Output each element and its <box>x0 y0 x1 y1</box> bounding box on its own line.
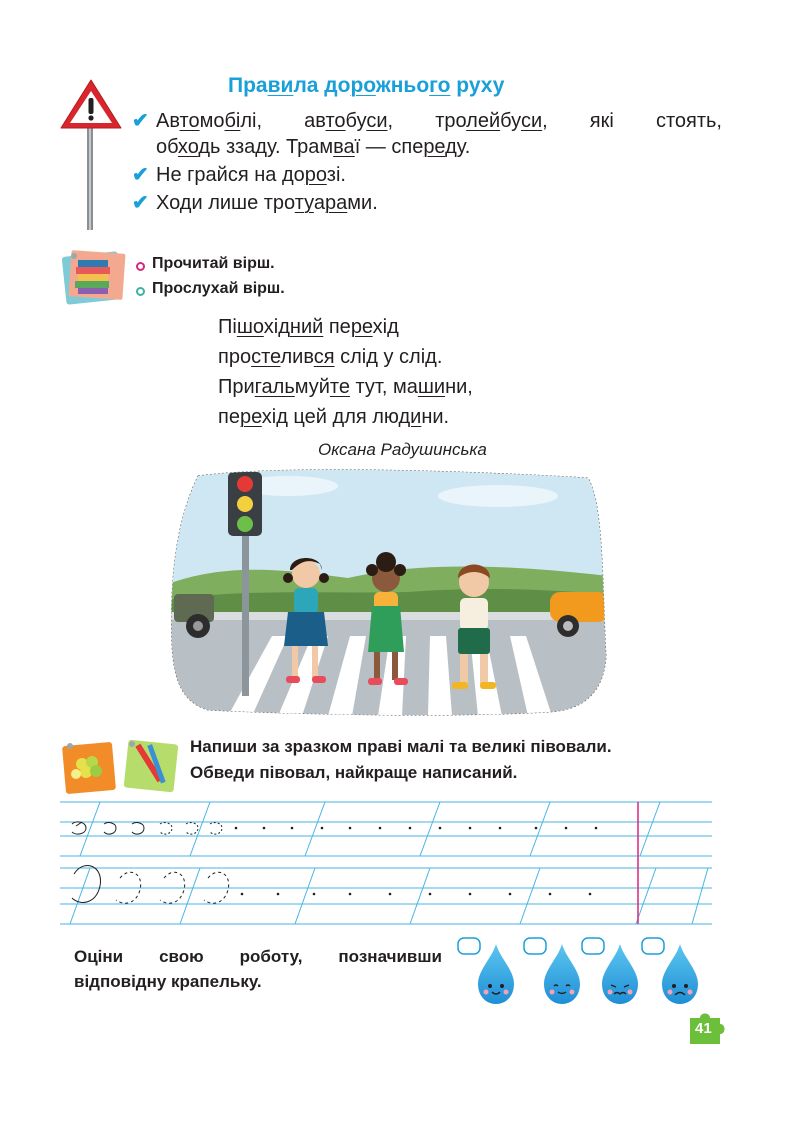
drop-sad-option[interactable] <box>642 938 698 1004</box>
handwriting-lines[interactable] <box>60 796 712 932</box>
warning-sign-icon <box>58 76 124 232</box>
check-icon: ✔ <box>132 110 149 132</box>
poem-line: Пішохідний перехід <box>218 316 399 338</box>
page-number: 41 <box>695 1020 712 1037</box>
rules-list <box>132 108 722 218</box>
teal-bullet <box>136 287 145 296</box>
rule-item: ✔ Автомобілі, автобуси, тролейбуси, які стоять, <box>132 110 722 132</box>
task-read: Прочитай вірш. <box>152 255 275 272</box>
drops-rating[interactable] <box>452 934 712 1014</box>
drop-content-option[interactable] <box>524 938 580 1004</box>
writing-task <box>190 734 612 786</box>
check-icon: ✔ <box>132 164 149 186</box>
self-assessment-text: Оціни свою роботу, позначивши відповідну крапельку. <box>74 947 442 991</box>
crosswalk-illustration <box>168 466 608 718</box>
beads-note-icon <box>60 738 118 796</box>
rule-item: ✔ Ходи лише тротуарами. <box>132 192 378 214</box>
poem-line: простелився слід у слід. <box>218 346 443 368</box>
poem-line: Пригальмуйте тут, машини, <box>218 376 473 398</box>
rules-title: Правила дорожнього руху <box>228 74 505 97</box>
task-listen: Прослухай вірш. <box>152 280 285 297</box>
books-note-icon <box>60 248 132 306</box>
poem-line: перехід цей для людини. <box>218 406 450 428</box>
poem-author: Оксана Радушинська <box>318 440 487 459</box>
rule-item-continuation: обходь ззаду. Трамваї — спереду. <box>156 136 471 158</box>
magenta-bullet <box>136 262 145 271</box>
check-icon: ✔ <box>132 192 149 214</box>
poem <box>218 312 473 432</box>
drop-happy-option[interactable] <box>458 938 514 1004</box>
drop-worried-option[interactable] <box>582 938 638 1004</box>
writing-task-line2: Обведи півовал, найкраще написаний. <box>190 763 518 782</box>
rule-item: ✔ Не грайся на дорозі. <box>132 164 346 186</box>
writing-task-line1: Напиши за зразком праві малі та великі півовали. <box>190 737 612 756</box>
pencil-note-icon <box>120 736 182 796</box>
